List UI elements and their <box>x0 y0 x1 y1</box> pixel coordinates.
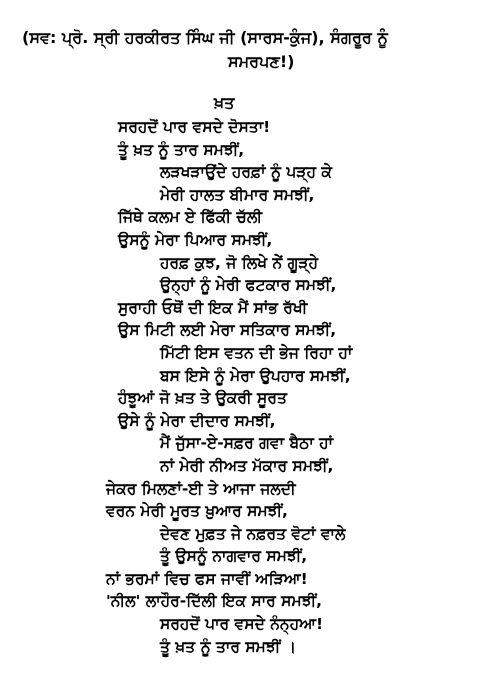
dedication-line-2: ਸਮਰਪਣ!) <box>228 52 295 71</box>
verse-line: ਮੇਰੀ ਹਾਲਤ ਬੀਮਾਰ ਸਮਝੀਂ, <box>160 185 315 204</box>
verse-line: ਉਸ ਮਿਟੀ ਲਈ ਮੇਰਾ ਸਤਿਕਾਰ ਸਮਝੀਂ, <box>118 321 337 340</box>
verse-line: ਮਿੱਟੀ ਇਸ ਵਤਨ ਦੀ ਭੇਜ ਰਿਹਾ ਹਾਂ <box>160 343 353 362</box>
verse-line: ਹੰਝੂਆਂ ਜੋ ਖ਼ਤ ਤੇ ਉਕਰੀ ਸੂਰਤ <box>118 389 287 408</box>
verse-line: 'ਨੀਲ' ਲਾਹੌਰ-ਦਿੱਲੀ ਇਕ ਸਾਰ ਸਮਝੀਂ, <box>106 592 323 611</box>
poem-title: ਖ਼ਤ <box>214 93 235 112</box>
verse-line: ਤੂੰ ਉਸਨੂੰ ਨਾਗਵਾਰ ਸਮਝੀਂ, <box>160 547 308 566</box>
verse-line: ਹਰਫ਼ ਕੁਝ, ਜੋ ਲਿਖੇ ਨੇਂ ਗੂੜ੍ਹੇ <box>160 253 319 272</box>
verse-line: ਜਿੱਥੇ ਕਲਮ ਏ ਫਿੱਕੀ ਚੱਲੀ <box>118 208 263 227</box>
verse-line: ਨਾਂ ਭਰਮਾਂ ਵਿਚ ਫਸ ਜਾਵੀਂ ਅੜਿਆ! <box>106 569 308 588</box>
verse-line: ਲੜਖੜਾਉਂਦੇ ਹਰਫ਼ਾਂ ਨੂੰ ਪੜ੍ਹ ਕੇ <box>160 163 332 182</box>
verse-line: ਤੂੰ ਖ਼ਤ ਨੂੰ ਤਾਰ ਸਮਝੀਂ । <box>160 637 297 656</box>
verse-line: ਤੂੰ ਖ਼ਤ ਨੂੰ ਤਾਰ ਸਮਝੀਂ, <box>118 140 245 159</box>
verse-line: ਦੇਵਣ ਮੁਫ਼ਤ ਜੇ ਨਫ਼ਰਤ ਵੋਟਾਂ ਵਾਲੇ <box>160 524 346 543</box>
verse-line: ਸਰਹਦੋਂ ਪਾਰ ਵਸਦੇ ਨੰਨ੍ਹਆ! <box>160 615 324 634</box>
poem-body <box>0 116 500 658</box>
verse-line: ਜੇਕਰ ਮਿਲਣਾਂ-ਈ ਤੇ ਆਜਾ ਜਲਦੀ <box>106 479 296 498</box>
verse-line: ਉਨ੍ਹਾਂ ਨੂੰ ਮੇਰੀ ਫਟਕਾਰ ਸਮਝੀਂ, <box>160 276 337 295</box>
verse-line: ਵਰਨ ਮੇਰੀ ਮੂਰਤ ਖ਼ੁਆਰ ਸਮਝੀਂ, <box>106 502 288 521</box>
verse-line: ਉਸਨੂੰ ਮੇਰਾ ਪਿਆਰ ਸਮਝੀਂ, <box>118 230 273 249</box>
verse-line: ਸਰਹਦੋਂ ਪਾਰ ਵਸਦੇ ਦੋਸਤਾ! <box>118 118 271 136</box>
verse-line: ਨਾਂ ਮੇਰੀ ਨੀਅਤ ਮੱਕਾਰ ਸਮਝੀਂ, <box>160 456 334 475</box>
dedication-line-1: (ਸਵ: ਪ੍ਰੋ. ਸ੍ਰੀ ਹਰਕੀਰਤ ਸਿੰਘ ਜੀ (ਸਾਰਸ-ਕੁੰਜ), ਸੰਗਰੂਰ ਨੂੰ <box>22 28 388 47</box>
dedication <box>22 26 492 74</box>
verse-line: ਉਸੇ ਨੂੰ ਮੇਰਾ ਦੀਦਾਰ ਸਮਝੀਂ, <box>118 411 276 430</box>
verse-line: ਮੈਂ ਜੁੱਸਾ-ਏ-ਸਫ਼ਰ ਗਵਾ ਬੈਠਾ ਹਾਂ <box>160 434 334 453</box>
verse-line: ਸੁਰਾਹੀ ਓਥੋਂ ਦੀ ਇਕ ਮੈਂ ਸਾਂਭ ਰੱਖੀ <box>118 298 308 317</box>
verse-line: ਬਸ ਇਸੇ ਨੂੰ ਮੇਰਾ ਉਪਹਾਰ ਸਮਝੀਂ, <box>160 366 351 385</box>
